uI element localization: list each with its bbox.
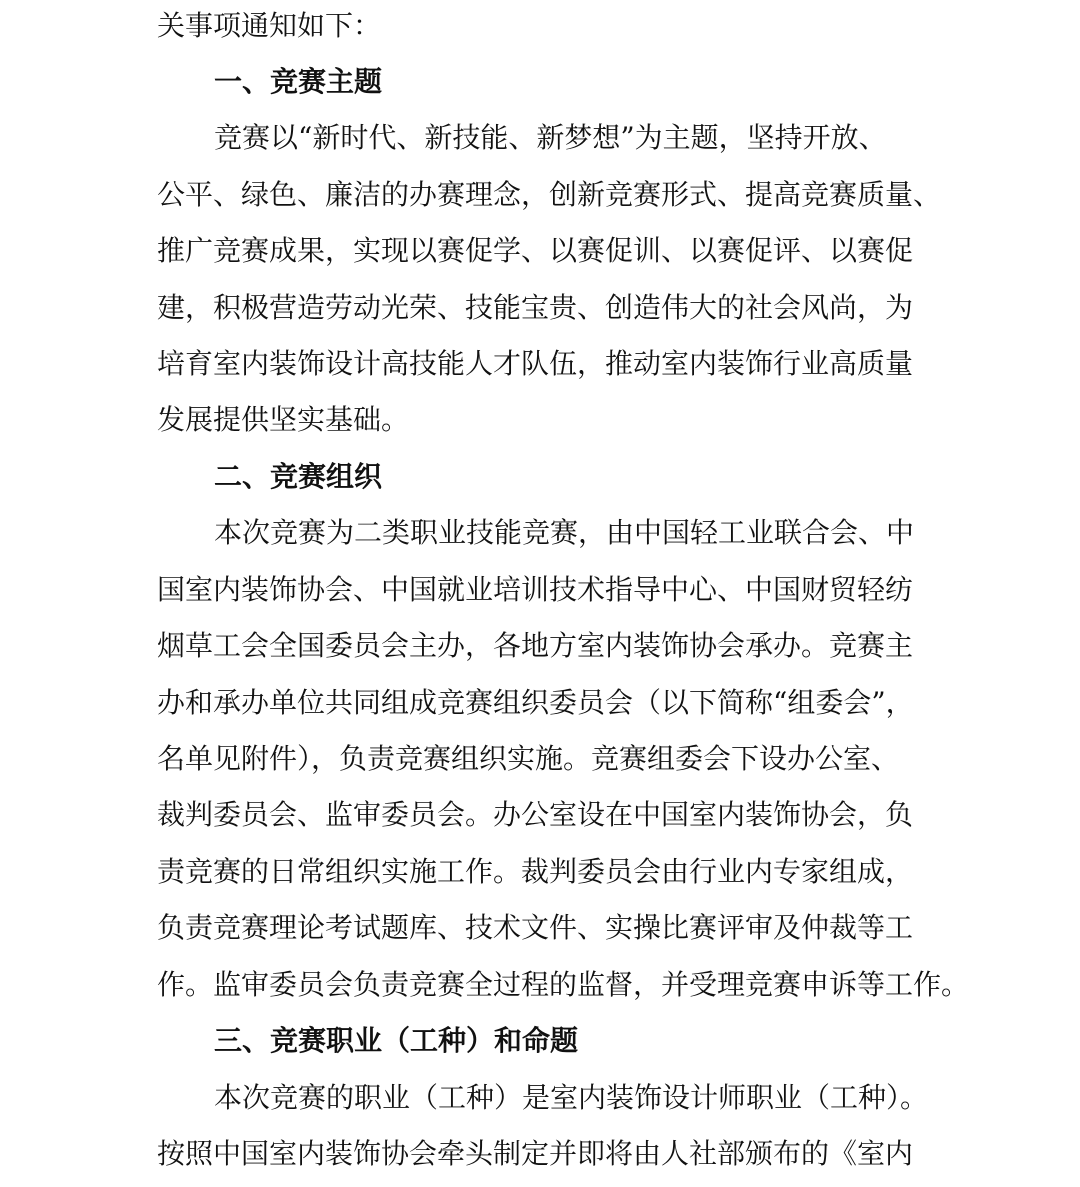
body-text-line: 公平、绿色、廉洁的办赛理念，创新竞赛形式、提高竞赛质量、 [157, 178, 942, 211]
body-text-line: 国室内装饰协会、中国就业培训技术指导中心、中国财贸轻纺 [157, 573, 914, 606]
body-text-line: 本次竞赛的职业（工种）是室内装饰设计师职业（工种）。 [214, 1081, 929, 1114]
body-text-line: 裁判委员会、监审委员会。办公室设在中国室内装饰协会，负 [157, 798, 914, 831]
body-text-line: 关事项通知如下： [157, 9, 382, 42]
section-heading-occupation: 三、竞赛职业（工种）和命题 [214, 1024, 579, 1057]
body-text-line: 培育室内装饰设计高技能人才队伍，推动室内装饰行业高质量 [157, 347, 914, 380]
body-text-line: 推广竞赛成果，实现以赛促学、以赛促训、以赛促评、以赛促 [157, 234, 914, 267]
body-text-line: 按照中国室内装饰协会牵头制定并即将由人社部颁布的《室内 [157, 1137, 914, 1170]
section-heading-theme: 一、竞赛主题 [214, 65, 383, 98]
section-heading-organization: 二、竞赛组织 [214, 460, 383, 493]
body-text-line: 竞赛以“新时代、新技能、新梦想”为主题，坚持开放、 [214, 121, 887, 154]
body-text-line: 作。监审委员会负责竞赛全过程的监督，并受理竞赛申诉等工作。 [157, 968, 970, 1001]
body-text-line: 本次竞赛为二类职业技能竞赛，由中国轻工业联合会、中 [214, 516, 915, 549]
body-text-line: 办和承办单位共同组成竞赛组织委员会（以下简称“组委会”， [157, 686, 914, 719]
body-text-line: 名单见附件），负责竞赛组织实施。竞赛组委会下设办公室、 [157, 742, 900, 775]
body-text-line: 负责竞赛理论考试题库、技术文件、实操比赛评审及仲裁等工 [157, 911, 914, 944]
body-text-line: 发展提供坚实基础。 [157, 403, 410, 436]
body-text-line: 烟草工会全国委员会主办，各地方室内装饰协会承办。竞赛主 [157, 629, 914, 662]
body-text-line: 责竞赛的日常组织实施工作。裁判委员会由行业内专家组成， [157, 855, 914, 888]
body-text-line: 建，积极营造劳动光荣、技能宝贵、创造伟大的社会风尚，为 [157, 291, 914, 324]
